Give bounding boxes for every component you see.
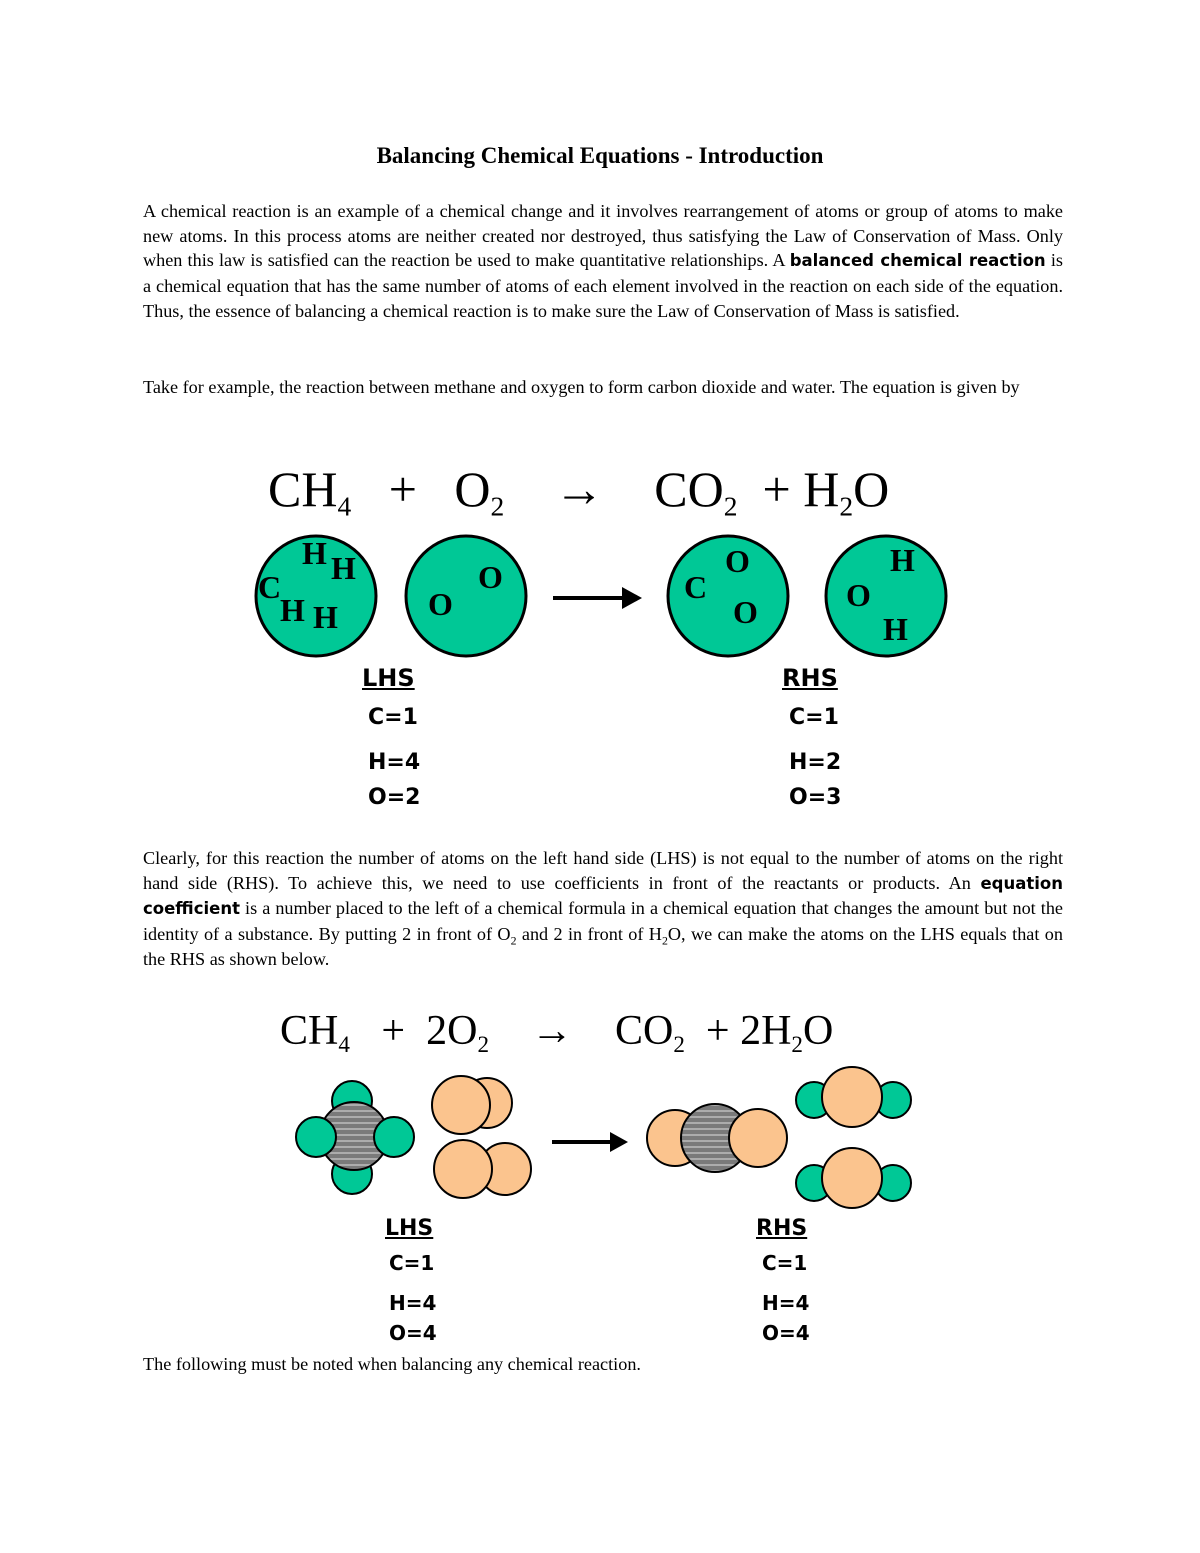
lhs-label-2: LHS bbox=[385, 1216, 434, 1241]
lhs-count-o-2: O=4 bbox=[389, 1321, 437, 1345]
rhs-count-h-2: H=4 bbox=[762, 1291, 810, 1315]
intro-bold-term: balanced chemical reaction bbox=[789, 251, 1046, 271]
rhs-count-h-1: H=2 bbox=[789, 750, 842, 775]
lhs-count-o-1: O=2 bbox=[368, 785, 421, 810]
atom-label: O bbox=[428, 586, 453, 622]
atom-label: H bbox=[331, 550, 356, 586]
lhs-count-h-1: H=4 bbox=[368, 750, 421, 775]
middle-sub-2: 2 bbox=[661, 933, 668, 948]
atom-label: O bbox=[846, 577, 871, 613]
intro-paragraph bbox=[143, 199, 1063, 324]
atom-label: C bbox=[684, 569, 708, 605]
middle-sub-1: 2 bbox=[510, 933, 517, 948]
atom-label: H bbox=[890, 542, 915, 578]
intro-text-2: is a chemical equation that has the same number of atoms of each element involved in the reaction on each side of the equation. Thus, the essence of balancing a chemical reaction is to make sure the Law of Conservation of Mass is satisfied. bbox=[143, 250, 1063, 321]
reaction-arrow-2 bbox=[552, 1132, 628, 1152]
eq2-arrow: → bbox=[530, 1008, 573, 1054]
atom-label: H bbox=[313, 599, 338, 635]
methane-molecule bbox=[256, 535, 376, 656]
rhs-count-c-2: C=1 bbox=[762, 1251, 808, 1275]
example-paragraph: Take for example, the reaction between methane and oxygen to form carbon dioxide and water. The equation is given by bbox=[143, 377, 1020, 397]
molecule-diagram-1 bbox=[0, 520, 1200, 670]
intro-text-1: A chemical reaction is an example of a chemical change and it involves rearrangement of atoms or group of atoms to make new atoms. In this process atoms are neither created nor destroyed, thus satisfying the Law of Conservation of Mass. Only when this law is satisfied can the reaction be used to make quantitative relationships. A bbox=[143, 201, 1063, 271]
eq2-product-2: $2H_2O$ bbox=[740, 1008, 834, 1058]
equation-2 bbox=[280, 1008, 834, 1058]
eq1-product-2: $H_2O$ bbox=[803, 461, 890, 522]
coefficient-paragraph bbox=[143, 846, 1063, 972]
middle-text-3: and 2 in front of H bbox=[516, 924, 662, 945]
lhs-count-h-2: H=4 bbox=[389, 1291, 437, 1315]
eq1-reactant-1: $CH_4$ bbox=[268, 461, 352, 522]
water-model-2 bbox=[796, 1148, 911, 1208]
carbon-dioxide-model bbox=[647, 1104, 787, 1172]
eq2-reactant-2: $2O_2$ bbox=[426, 1008, 489, 1058]
oxygen-model-1 bbox=[432, 1076, 512, 1134]
methane-model bbox=[296, 1081, 414, 1194]
eq1-arrow: → bbox=[554, 461, 605, 517]
eq2-product-1: $CO_2$ bbox=[614, 1008, 685, 1058]
rhs-count-o-1: O=3 bbox=[789, 785, 842, 810]
atom-label: H bbox=[883, 611, 908, 647]
eq1-product-1: $CO_2$ bbox=[654, 461, 738, 522]
atom-label: H bbox=[280, 592, 305, 628]
middle-text-4: O, we can make the atoms on the LHS equals that on the RHS as shown below. bbox=[143, 924, 1063, 969]
carbon-dioxide-molecule bbox=[668, 536, 788, 656]
molecule-diagram-2 bbox=[0, 1060, 1200, 1210]
page-title: Balancing Chemical Equations - Introduction bbox=[376, 143, 824, 168]
middle-text-1: Clearly, for this reaction the number of atoms on the left hand side (LHS) is not equal to the number of atoms on the right hand side (RHS). To achieve this, we need to use coefficients in front of the reactants or products. An bbox=[143, 848, 1063, 893]
atom-label: O bbox=[478, 559, 503, 595]
closing-paragraph: The following must be noted when balancing any chemical reaction. bbox=[143, 1354, 641, 1374]
atom-label: O bbox=[725, 543, 750, 579]
atom-label: C bbox=[258, 569, 282, 605]
rhs-count-c-1: C=1 bbox=[789, 705, 839, 730]
atom-label: H bbox=[302, 535, 327, 571]
rhs-label-2: RHS bbox=[756, 1216, 808, 1241]
eq2-plus: + bbox=[381, 1008, 406, 1054]
oxygen-molecule bbox=[406, 536, 526, 656]
eq1-plus: + bbox=[388, 461, 417, 517]
equation-1 bbox=[268, 461, 890, 522]
middle-bold-term: equation coefficient bbox=[143, 873, 1063, 919]
eq2-plus-2: + bbox=[705, 1008, 730, 1054]
rhs-label-1: RHS bbox=[782, 664, 838, 692]
eq2-reactant-1: $CH_4$ bbox=[280, 1008, 350, 1058]
water-molecule bbox=[826, 536, 946, 656]
atom-label: O bbox=[733, 594, 758, 630]
lhs-count-c-2: C=1 bbox=[389, 1251, 435, 1275]
rhs-count-o-2: O=4 bbox=[762, 1321, 810, 1345]
water-model-1 bbox=[796, 1067, 911, 1127]
eq1-plus-2: + bbox=[762, 461, 791, 517]
oxygen-model-2 bbox=[434, 1140, 531, 1198]
eq1-reactant-2: $O_2$ bbox=[454, 461, 505, 522]
middle-text-2: is a number placed to the left of a chemical formula in a chemical equation that changes the amount but not the identity of a substance. By putting 2 in front of O bbox=[143, 898, 1063, 945]
lhs-label-1: LHS bbox=[362, 664, 415, 692]
lhs-count-c-1: C=1 bbox=[368, 705, 418, 730]
reaction-arrow-1 bbox=[553, 587, 642, 609]
